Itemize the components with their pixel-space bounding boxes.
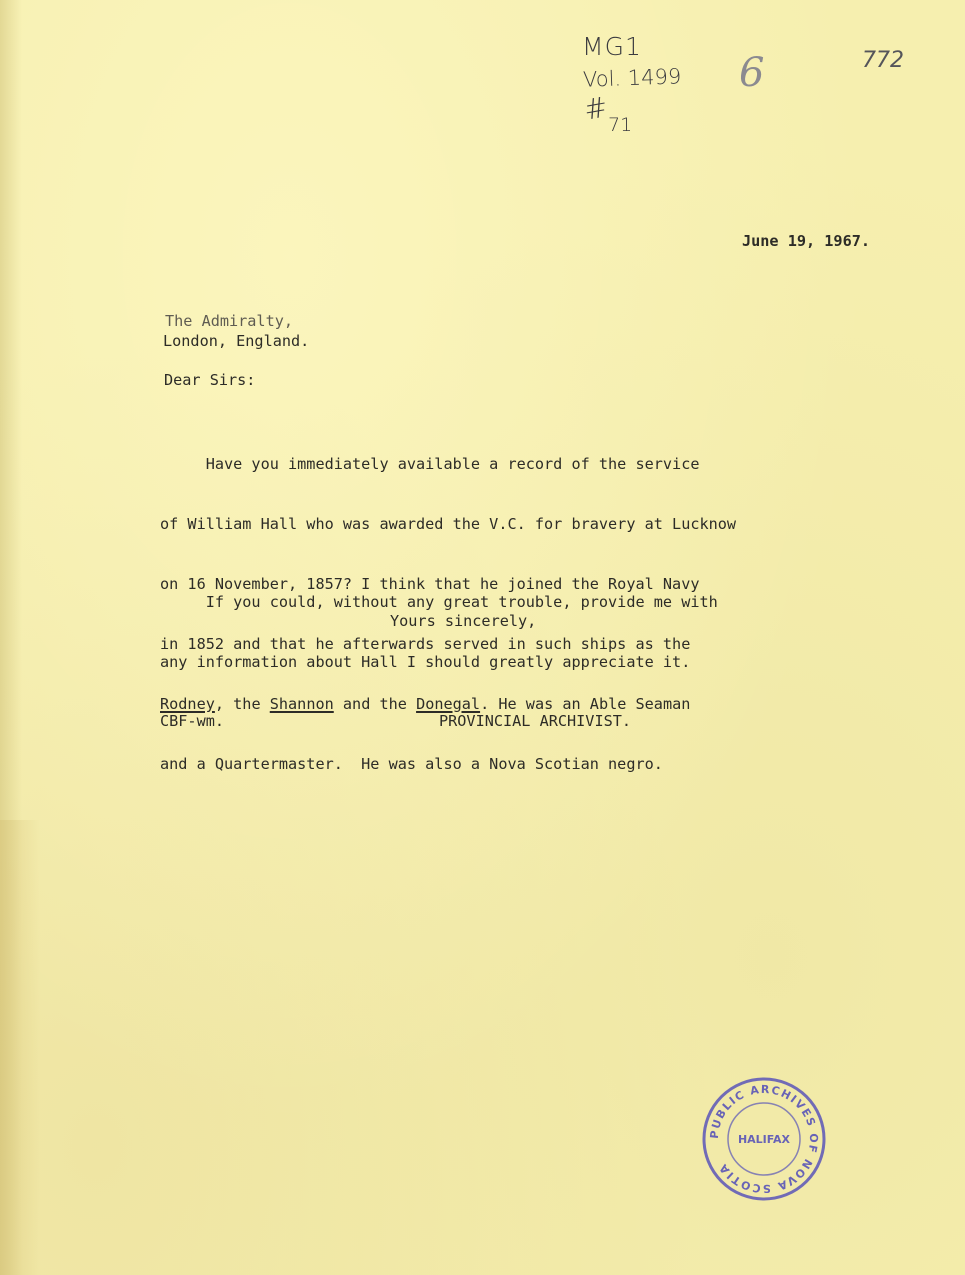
- handwritten-folio-number: 772: [862, 48, 904, 73]
- closing: Yours sincerely,: [390, 612, 537, 630]
- text-fragment: , the: [214, 695, 270, 713]
- signature-title: PROVINCIAL ARCHIVIST.: [439, 712, 632, 730]
- body-paragraph-2: [160, 552, 718, 712]
- paragraph-line: on 16 November, 1857? I think that he joined the Royal Navy: [160, 575, 700, 593]
- handwritten-hash-mark: #: [581, 90, 611, 127]
- ship-name-rodney: Rodney: [160, 695, 215, 713]
- text-fragment: . He was an Able Seaman: [480, 695, 691, 713]
- paragraph-line: and a Quartermaster. He was also a Nova Scotian negro.: [160, 755, 663, 773]
- letter-date: June 19, 1967.: [742, 232, 871, 250]
- recipient-name: The Admiralty,: [165, 312, 294, 330]
- paper-stain: [0, 820, 40, 1275]
- salutation: Dear Sirs:: [164, 371, 256, 389]
- paragraph-line: any information about Hall I should greatly appreciate it.: [160, 653, 691, 671]
- paragraph-line: If you could, without any great trouble, provide me with: [160, 593, 718, 611]
- handwritten-reference-volume: Vol. 1499: [582, 64, 682, 92]
- ship-name-shannon: Shannon: [269, 695, 334, 713]
- archives-stamp: [700, 1075, 828, 1203]
- paragraph-line: of William Hall who was awarded the V.C. for bravery at Lucknow: [160, 515, 737, 533]
- recipient-location: London, England.: [163, 332, 310, 350]
- ship-name-donegal: Donegal: [416, 695, 481, 713]
- paragraph-line: Have you immediately available a record of the service: [160, 455, 700, 473]
- stamp-ring-text: PUBLIC ARCHIVES OF NOVA SCOTIA: [707, 1082, 821, 1196]
- text-fragment: and the: [333, 695, 417, 713]
- stamp-center-text: HALIFAX: [737, 1133, 791, 1146]
- handwritten-reference-group: MG1: [582, 32, 642, 61]
- typist-initials: CBF-wm.: [160, 712, 225, 730]
- handwritten-page-number: 6: [739, 50, 765, 96]
- paragraph-line: in 1852 and that he afterwards served in such ships as the: [160, 635, 691, 653]
- handwritten-reference-number: 71: [608, 114, 633, 136]
